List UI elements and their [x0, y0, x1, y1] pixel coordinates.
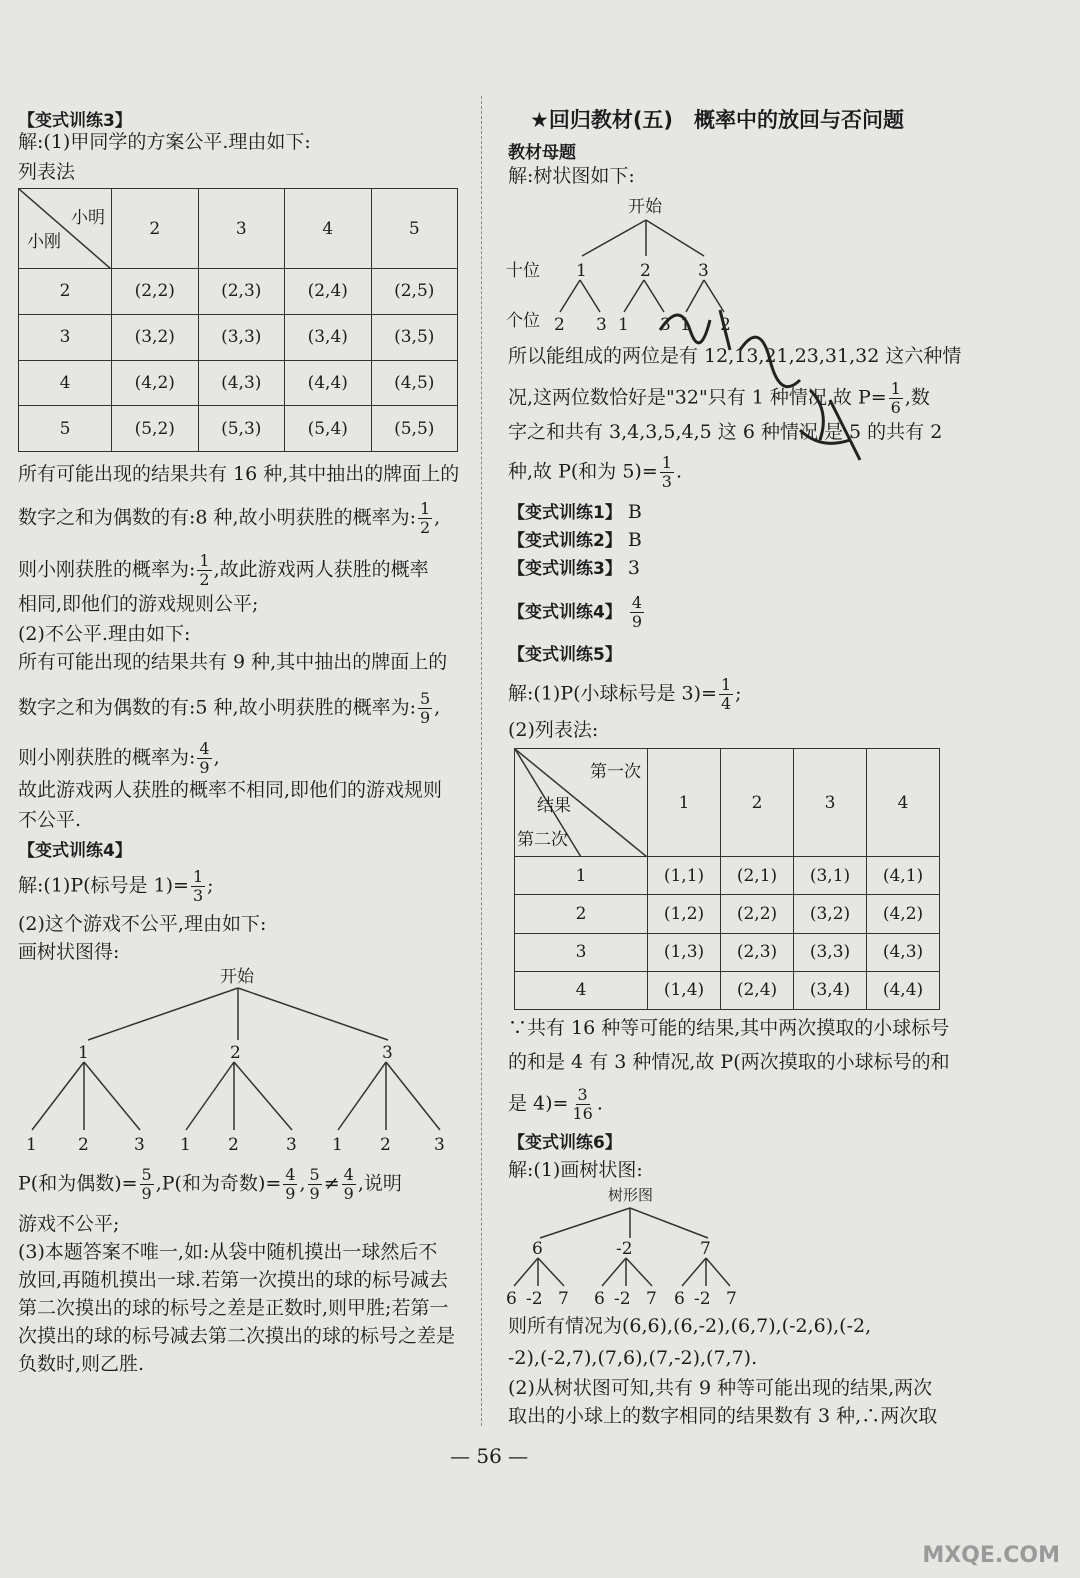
row-header: 1 [515, 857, 648, 895]
fraction: $\frac{4}{9}$ [631, 593, 643, 631]
page-number: — 56 — [450, 1444, 529, 1468]
table-cell: (3,3) [198, 314, 285, 360]
tree-node: 3 [382, 1043, 393, 1063]
table-row [515, 971, 940, 1009]
answer-label: 【变式训练2】 [508, 531, 622, 551]
table-cell: (1,1) [648, 857, 721, 895]
tree-node: 2 [640, 261, 651, 281]
text-line: 则所有情况为(6,6),(6,-2),(6,7),(-2,6),(-2, [508, 1315, 872, 1337]
text-line [18, 740, 220, 777]
tree-leaf: 1 [26, 1135, 37, 1155]
table-cell: (4,3) [867, 933, 940, 971]
text-run: . [596, 1092, 603, 1115]
table-cell: (1,4) [648, 971, 721, 1009]
text-line: 解:(1)甲同学的方案公平.理由如下: [18, 131, 311, 153]
table-cell: (4,2) [867, 895, 940, 933]
fraction: $\frac{1}{4}$ [720, 675, 732, 713]
text-line: 游戏不公平; [18, 1213, 120, 1235]
tree-leaf: 1 [618, 315, 629, 335]
answer-line [508, 528, 642, 553]
fraction: $\frac{1}{3}$ [661, 453, 672, 491]
tree-root: 开始 [220, 967, 254, 987]
tree-leaf: 2 [380, 1135, 391, 1155]
col-header: 5 [371, 189, 458, 269]
corner-label-top: 小明 [71, 208, 105, 228]
fraction: $\frac{1}{2}$ [199, 551, 210, 589]
tree-leaf: 7 [726, 1289, 737, 1309]
tree-node: 3 [698, 261, 709, 281]
outcome-table-right [514, 748, 940, 1010]
text-run: ; [735, 682, 742, 705]
table-cell: (5,4) [285, 406, 372, 452]
table-cell: (5,3) [198, 406, 285, 452]
fraction: $\frac{1}{6}$ [890, 379, 901, 417]
tree-leaf: 3 [660, 315, 671, 335]
tree-leaf: 7 [558, 1289, 569, 1309]
text-run: . [675, 460, 682, 483]
tree-leaf: 1 [332, 1135, 343, 1155]
text-line: 所有可能出现的结果共有 9 种,其中抽出的牌面上的 [18, 651, 448, 673]
answer-value: 3 [627, 557, 640, 579]
answer-label: 【变式训练4】 [508, 602, 622, 623]
answer-label: 【变式训练3】 [508, 559, 622, 579]
answer-value: B [627, 501, 642, 523]
text-line: 放回,再随机摸出一球.若第一次摸出的球的标号减去 [18, 1269, 449, 1291]
table-cell: (1,3) [648, 933, 721, 971]
section-title: ★回归教材(五) 概率中的放回与否问题 [530, 108, 905, 132]
column-divider [481, 96, 482, 1426]
text-line: (2)从树状图可知,共有 9 种等可能出现的结果,两次 [508, 1377, 933, 1399]
text-run: 解:(1)P(标号是 1)= [18, 874, 189, 897]
table-corner-cell [19, 189, 112, 269]
table-cell: (2,2) [112, 269, 199, 315]
table-cell: (2,3) [198, 269, 285, 315]
text-line: 所以能组成的两位是有 12,13,21,23,31,32 这六种情 [508, 345, 962, 367]
handwriting-scribble [650, 290, 880, 480]
text-line [18, 1166, 402, 1203]
fraction: $\frac{5}{9}$ [141, 1165, 152, 1203]
answer-label: 【变式训练1】 [508, 503, 622, 523]
tree-node: 6 [532, 1239, 543, 1259]
fraction: $\frac{1}{3}$ [192, 867, 204, 905]
row-header: 3 [515, 933, 648, 971]
col-header: 4 [867, 749, 940, 857]
text-line: 解:(1)画树状图: [508, 1159, 643, 1181]
text-line: (2)不公平.理由如下: [18, 623, 191, 645]
tree-leaf: 3 [134, 1135, 145, 1155]
col-header: 2 [112, 189, 199, 269]
text-line [508, 1086, 603, 1123]
answer-line [508, 556, 640, 581]
text-run: 则小刚获胜的概率为: [18, 558, 196, 581]
tree-level-label: 个位 [506, 311, 540, 331]
text-line [18, 868, 214, 905]
col-header: 3 [794, 749, 867, 857]
fraction: $\frac{4}{9}$ [343, 1165, 354, 1203]
table-row [19, 360, 458, 406]
tree-title: 树形图 [608, 1186, 654, 1204]
corner-label-top: 第一次 [590, 762, 641, 782]
text-line: 画树状图得: [18, 941, 120, 963]
table-cell: (5,5) [371, 406, 458, 452]
table-row [515, 895, 940, 933]
text-run: ,故此游戏两人获胜的概率 [213, 558, 429, 581]
row-header: 4 [19, 360, 112, 406]
table-cell: (3,4) [794, 971, 867, 1009]
tree-leaf: -2 [526, 1289, 543, 1309]
tree-node: 1 [78, 1043, 89, 1063]
text-run: P(和为偶数)= [18, 1172, 138, 1195]
text-line: 列表法 [18, 161, 76, 183]
tree-leaf: 2 [228, 1135, 239, 1155]
table-row [515, 933, 940, 971]
table-cell: (4,3) [198, 360, 285, 406]
text-run: 则小刚获胜的概率为: [18, 746, 196, 769]
subheading: 教材母题 [508, 143, 576, 163]
fraction: $\frac{5}{9}$ [309, 1165, 320, 1203]
tree-leaf: -2 [694, 1289, 711, 1309]
table-cell: (4,4) [867, 971, 940, 1009]
tree-leaf: 1 [680, 315, 691, 335]
answer-value: B [627, 529, 642, 551]
text-run: 况,这两位数恰好是"32"只有 1 种情况,故 P= [508, 386, 887, 409]
row-header: 3 [19, 314, 112, 360]
table-cell: (1,2) [648, 895, 721, 933]
table-corner-cell [515, 749, 648, 857]
table-cell: (4,5) [371, 360, 458, 406]
text-line: (2)列表法: [508, 719, 599, 741]
section-heading-6: 【变式训练6】 [508, 1133, 622, 1153]
answer-line [508, 500, 642, 525]
tree-level-label: 十位 [506, 261, 540, 281]
table-cell: (3,2) [794, 895, 867, 933]
text-run: ≠ [323, 1172, 340, 1195]
table-cell: (3,3) [794, 933, 867, 971]
tree-leaf: 6 [506, 1289, 517, 1309]
text-line: 故此游戏两人获胜的概率不相同,即他们的游戏规则 [18, 779, 443, 801]
fraction: $\frac{4}{9}$ [285, 1165, 296, 1203]
text-line: 不公平. [18, 809, 82, 831]
text-line [508, 676, 742, 713]
tree-leaf: 3 [286, 1135, 297, 1155]
text-run: ,P(和为奇数)= [155, 1172, 282, 1195]
col-header: 2 [721, 749, 794, 857]
text-run: ,数 [904, 386, 930, 409]
text-line: 次摸出的球的标号减去第二次摸出的球的标号之差是 [18, 1325, 456, 1347]
text-line: (2)这个游戏不公平,理由如下: [18, 913, 267, 935]
text-run: 种,故 P(和为 5)= [508, 460, 658, 483]
text-line: 负数时,则乙胜. [18, 1353, 145, 1375]
tree-diagram-left [10, 962, 470, 1162]
text-line [18, 690, 440, 727]
corner-label-mid: 结果 [537, 796, 571, 816]
outcome-table-left [18, 188, 458, 452]
table-cell: (3,1) [794, 857, 867, 895]
tree-leaf: 2 [554, 315, 565, 335]
tree-leaf: 2 [720, 315, 731, 335]
tree-diagram-six [498, 1184, 758, 1310]
table-cell: (2,2) [721, 895, 794, 933]
fraction: $\frac{5}{9}$ [419, 689, 431, 727]
text-line: (3)本题答案不唯一,如:从袋中随机摸出一球然后不 [18, 1241, 438, 1263]
tree-root: 开始 [628, 197, 662, 217]
text-line: 字之和共有 3,4,3,5,4,5 这 6 种情况,是 5 的共有 2 [508, 421, 943, 443]
row-header: 4 [515, 971, 648, 1009]
text-run: , [434, 506, 441, 529]
fraction: $\frac{4}{9}$ [199, 739, 210, 777]
table-cell: (4,2) [112, 360, 199, 406]
table-cell: (4,4) [285, 360, 372, 406]
text-run: 数字之和为偶数的有:8 种,故小明获胜的概率为: [18, 506, 416, 529]
section-heading-4: 【变式训练4】 [18, 841, 132, 861]
text-run: , [213, 746, 220, 769]
tree-leaf: 6 [594, 1289, 605, 1309]
text-run: , [434, 696, 441, 719]
row-header: 2 [19, 269, 112, 315]
table-cell: (2,3) [721, 933, 794, 971]
text-run: , [299, 1172, 306, 1195]
section-heading-3: 【变式训练3】 [18, 111, 132, 131]
tree-leaf: 3 [434, 1135, 445, 1155]
table-cell: (3,4) [285, 314, 372, 360]
corner-label-bottom: 小刚 [27, 232, 61, 252]
text-run: ; [207, 874, 214, 897]
table-row [515, 857, 940, 895]
col-header: 4 [285, 189, 372, 269]
tree-node: 1 [576, 261, 587, 281]
corner-label-bottom: 第二次 [517, 830, 568, 850]
table-row [19, 314, 458, 360]
tree-node: 7 [700, 1239, 711, 1259]
tree-leaf: 6 [674, 1289, 685, 1309]
row-header: 5 [19, 406, 112, 452]
text-line: -2),(-2,7),(7,6),(7,-2),(7,7). [508, 1347, 758, 1369]
text-line: ∵共有 16 种等可能的结果,其中两次摸取的小球标号 [508, 1017, 950, 1039]
text-line: 相同,即他们的游戏规则公平; [18, 593, 259, 615]
table-row [19, 406, 458, 452]
text-line: 所有可能出现的结果共有 16 种,其中抽出的牌面上的 [18, 463, 460, 485]
text-line: 的和是 4 有 3 种情况,故 P(两次摸取的小球标号的和 [508, 1051, 950, 1073]
table-cell: (2,1) [721, 857, 794, 895]
row-header: 2 [515, 895, 648, 933]
fraction: $\frac{3}{16}$ [572, 1085, 593, 1123]
table-cell: (2,4) [285, 269, 372, 315]
watermark-logo: MXQE.COM [922, 1543, 1060, 1568]
table-cell: (3,2) [112, 314, 199, 360]
text-run: 数字之和为偶数的有:5 种,故小明获胜的概率为: [18, 696, 416, 719]
table-cell: (4,1) [867, 857, 940, 895]
text-line [18, 500, 440, 537]
table-row [19, 269, 458, 315]
answer-line [508, 594, 646, 631]
text-run: 解:(1)P(小球标号是 3)= [508, 682, 717, 705]
fraction: $\frac{1}{2}$ [419, 499, 431, 537]
tree-leaf: 7 [646, 1289, 657, 1309]
table-cell: (2,5) [371, 269, 458, 315]
col-header: 1 [648, 749, 721, 857]
col-header: 3 [198, 189, 285, 269]
tree-node: -2 [616, 1239, 633, 1259]
text-line: 取出的小球上的数字相同的结果数有 3 种,∴两次取 [508, 1405, 938, 1427]
text-line: 解:树状图如下: [508, 165, 635, 187]
tree-leaf: 2 [78, 1135, 89, 1155]
text-line: 第二次摸出的球的标号之差是正数时,则甲胜;若第一 [18, 1297, 449, 1319]
text-run: 是 4)= [508, 1092, 569, 1115]
text-run: ,说明 [357, 1172, 402, 1195]
table-cell: (3,5) [371, 314, 458, 360]
tree-node: 2 [230, 1043, 241, 1063]
tree-leaf: -2 [614, 1289, 631, 1309]
table-cell: (2,4) [721, 971, 794, 1009]
tree-leaf: 1 [180, 1135, 191, 1155]
section-heading-5: 【变式训练5】 [508, 645, 622, 665]
tree-leaf: 3 [596, 315, 607, 335]
table-cell: (5,2) [112, 406, 199, 452]
text-line [18, 552, 429, 589]
